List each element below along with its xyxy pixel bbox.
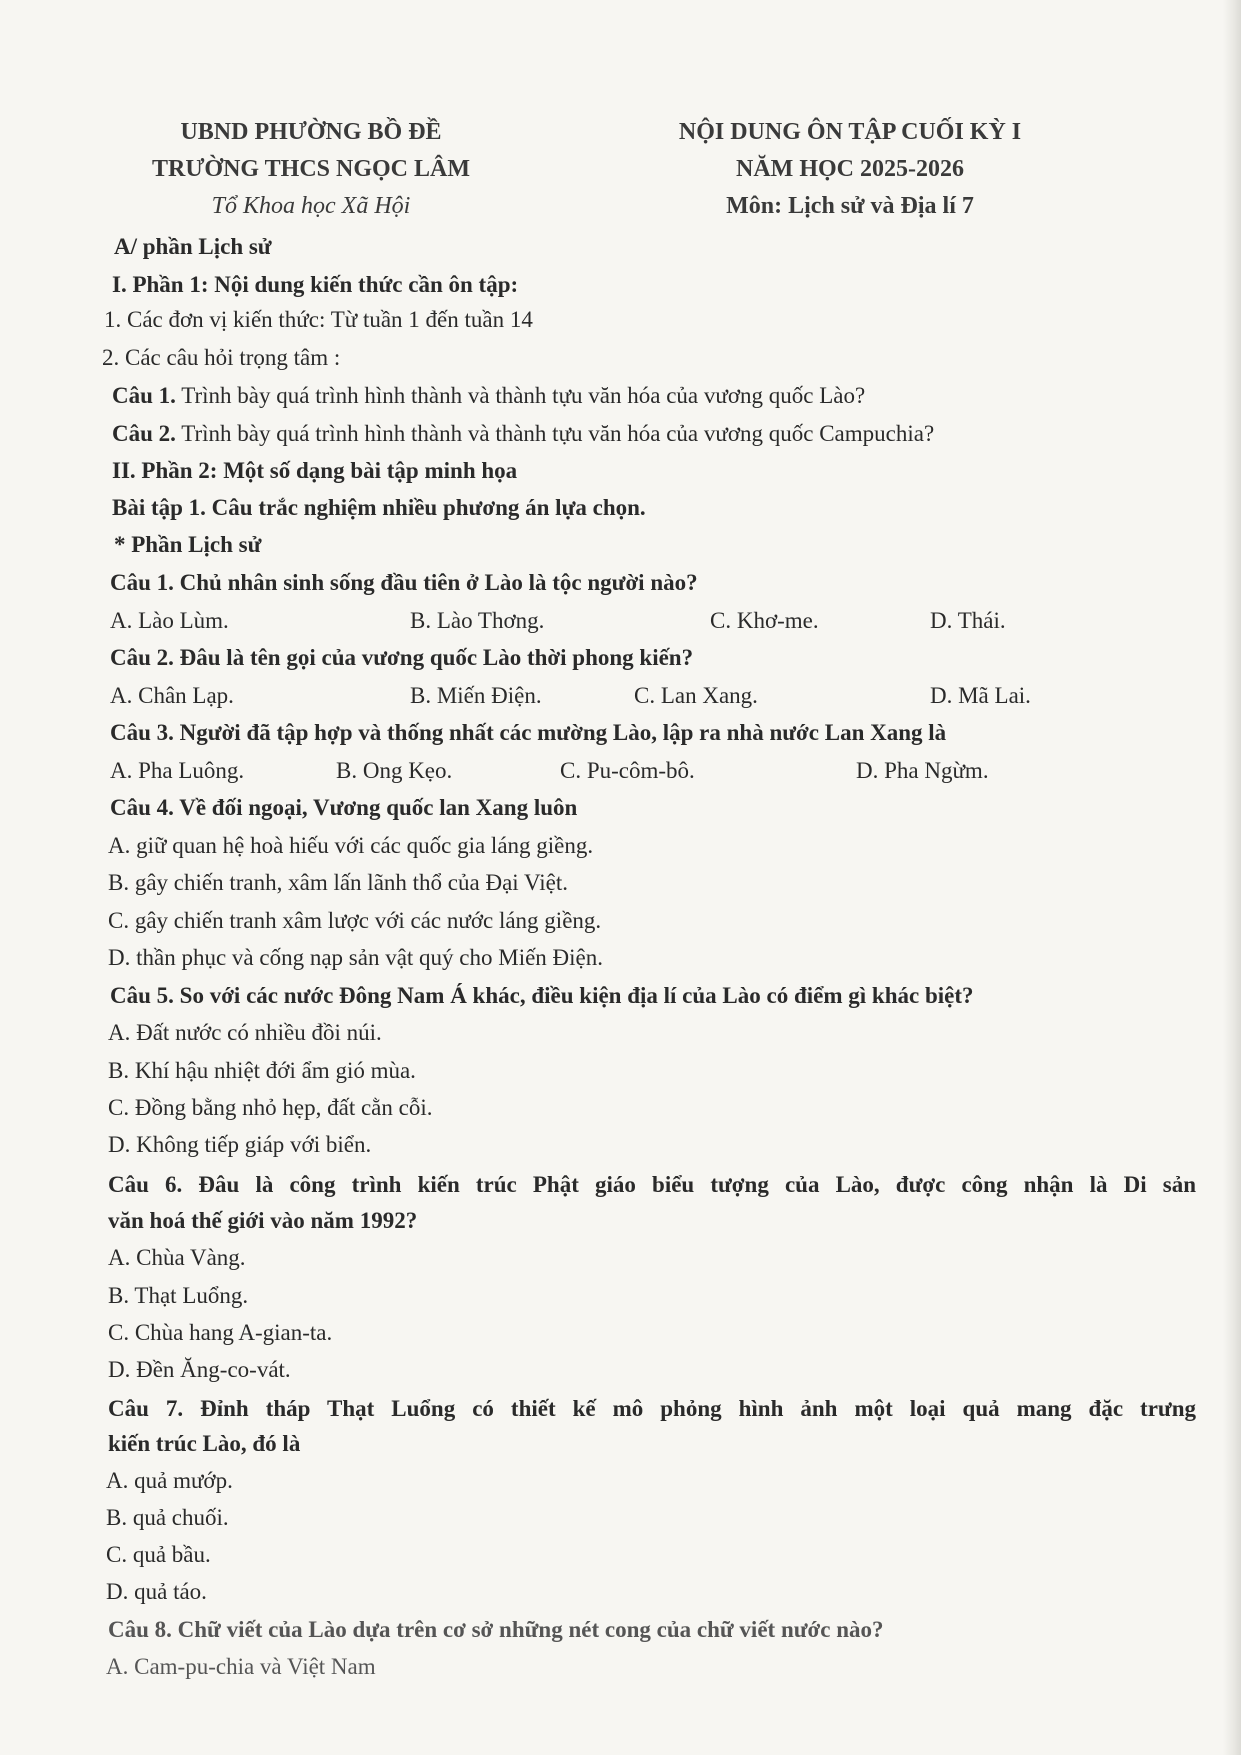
page-edge-shadow [1223,0,1241,1755]
question-5-option-d: D. Không tiếp giáp với biển. [108,1132,372,1157]
question-1-option-d: D. Thái. [930,608,1006,633]
question-2-option-d: D. Mã Lai. [930,683,1031,708]
school-year: NĂM HỌC 2025-2026 [736,156,964,182]
section-a-heading: A/ phần Lịch sử [114,234,272,259]
question-6-stem-line-2: văn hoá thế giới vào năm 1992? [108,1208,418,1233]
question-1-option-a: A. Lào Lùm. [110,608,229,633]
question-1-option-b: B. Lào Thơng. [410,608,545,633]
part2-heading: II. Phần 2: Một số dạng bài tập minh họa [112,458,518,483]
exercise-1-heading: Bài tập 1. Câu trắc nghiệm nhiều phương án lựa chọn. [112,495,646,520]
question-6-option-b: B. Thạt Luổng. [108,1283,249,1308]
header-title-block [640,114,1060,225]
question-6-option-c: C. Chùa hang A-gian-ta. [108,1320,333,1345]
question-6-option-d: D. Đền Ăng-co-vát. [108,1357,291,1382]
question-3-option-b: B. Ong Kẹo. [336,758,453,783]
part1-item-2: 2. Các câu hỏi trọng tâm : [102,345,341,370]
header-school-block [118,114,504,225]
question-8-option-a: A. Cam-pu-chia và Việt Nam [106,1654,376,1679]
question-2-stem: Câu 2. Đâu là tên gọi của vương quốc Lào thời phong kiến? [110,645,694,670]
question-1-option-c: C. Khơ-me. [710,608,819,633]
header-ward: UBND PHƯỜNG BỒ ĐỀ [180,119,442,145]
question-6-stem-line-1: Câu 6. Đâu là công trình kiến trúc Phật giáo biểu tượng của Lào, được công nhận là Di sản [108,1172,1196,1197]
question-7-option-b: B. quả chuối. [106,1505,229,1530]
focus-question-2 [112,419,934,449]
focus-question-2-text: Trình bày quá trình hình thành và thành tựu văn hóa của vương quốc Campuchia? [175,421,935,446]
subject: Môn: Lịch sử và Địa lí 7 [726,193,974,219]
question-2-option-a: A. Chân Lạp. [110,683,234,708]
question-6-option-a: A. Chùa Vàng. [108,1245,246,1270]
question-7-stem-line-2: kiến trúc Lào, đó là [108,1431,301,1456]
question-4-option-c: C. gây chiến tranh xâm lược với các nước láng giềng. [108,908,602,933]
part1-item-1: 1. Các đơn vị kiến thức: Từ tuần 1 đến tuần 14 [104,307,533,332]
question-5-option-a: A. Đất nước có nhiều đồi núi. [108,1020,382,1045]
focus-question-1-text: Trình bày quá trình hình thành và thành tựu văn hóa của vương quốc Lào? [175,383,866,408]
question-3-option-c: C. Pu-côm-bô. [560,758,695,783]
question-7-option-a: A. quả mướp. [106,1468,233,1493]
focus-question-2-label: Câu 2. [112,421,176,446]
header-department: Tổ Khoa học Xã Hội [211,193,411,219]
question-1-stem: Câu 1. Chủ nhân sinh sống đầu tiên ở Lào là tộc người nào? [110,570,698,595]
document-title: NỘI DUNG ÔN TẬP CUỐI KỲ I [678,119,1022,145]
question-5-option-b: B. Khí hậu nhiệt đới ẩm gió mùa. [108,1058,416,1083]
question-5-stem: Câu 5. So với các nước Đông Nam Á khác, điều kiện địa lí của Lào có điểm gì khác biệt? [110,983,974,1008]
question-2-option-c: C. Lan Xang. [634,683,758,708]
question-7-option-c: C. quả bầu. [106,1542,211,1567]
question-4-stem: Câu 4. Về đối ngoại, Vương quốc lan Xang luôn [110,795,578,820]
question-7-stem-line-1: Câu 7. Đỉnh tháp Thạt Luổng có thiết kế mô phỏng hình ảnh một loại quả mang đặc trưng [108,1396,1196,1421]
question-4-option-b: B. gây chiến tranh, xâm lấn lãnh thổ của Đại Việt. [108,870,568,895]
header-school: TRƯỜNG THCS NGỌC LÂM [151,156,471,182]
focus-question-1-label: Câu 1. [112,383,176,408]
history-subsection-heading: * Phần Lịch sử [114,532,262,557]
question-3-option-a: A. Pha Luông. [110,758,245,783]
question-4-option-d: D. thần phục và cống nạp sản vật quý cho Miến Điện. [108,945,604,970]
part1-heading: I. Phần 1: Nội dung kiến thức cần ôn tập: [112,272,519,297]
question-3-stem: Câu 3. Người đã tập hợp và thống nhất các mường Lào, lập ra nhà nước Lan Xang là [110,720,947,745]
question-4-option-a: A. giữ quan hệ hoà hiếu với các quốc gia láng giềng. [108,833,594,858]
focus-question-1 [112,381,865,411]
question-2-option-b: B. Miến Điện. [410,683,542,708]
question-7-option-d: D. quả táo. [106,1579,207,1604]
question-5-option-c: C. Đồng bằng nhỏ hẹp, đất cằn cỗi. [108,1095,433,1120]
question-3-option-d: D. Pha Ngừm. [856,758,989,783]
question-8-stem: Câu 8. Chữ viết của Lào dựa trên cơ sở những nét cong của chữ viết nước nào? [108,1617,884,1642]
